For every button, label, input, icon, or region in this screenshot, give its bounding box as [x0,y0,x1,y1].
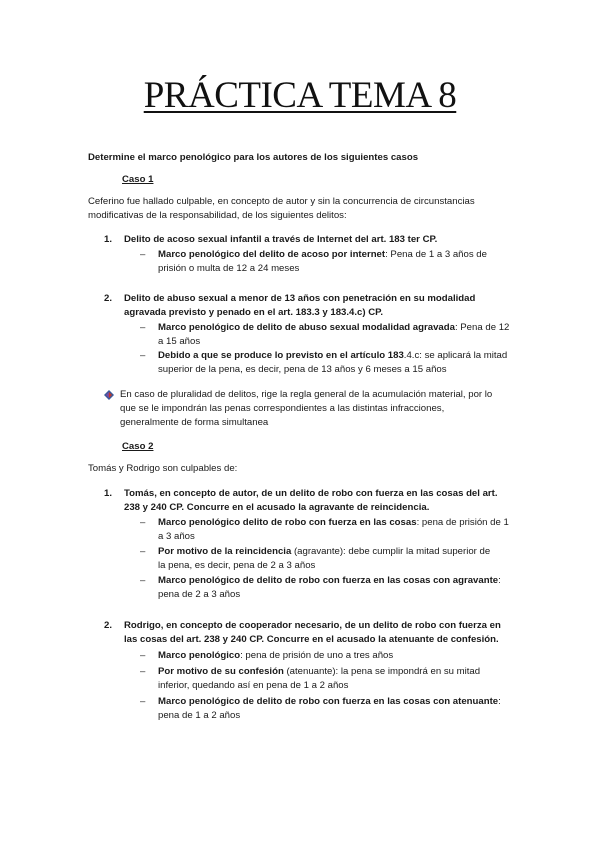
caso2-item2-sub2-line2: inferior, quedando así en pena de 1 a 2 años [158,680,349,691]
dash-marker: – [140,546,146,557]
caso1-item2-title-line1: Delito de abuso sexual a menor de 13 años con penetración en su modalidad [124,293,476,304]
caso2-item1-sub2: Por motivo de la reincidencia (agravante): debe cumplir la mitad superior de [158,546,491,557]
caso2-item1-title-line1: Tomás, en concepto de autor, de un delito de robo con fuerza en las cosas del art. [124,488,498,499]
dash-marker: – [140,696,146,707]
caso1-item2-sub2-line2: superior de la pena, es decir, pena de 13 años y 6 meses a 15 años [158,364,447,375]
dash-marker: – [140,249,146,260]
instruction: Determine el marco penológico para los autores de los siguientes casos [88,152,419,163]
caso2-intro: Tomás y Rodrigo son culpables de: [88,463,238,474]
caso1-item2-sub2: Debido a que se produce lo previsto en el artículo 183.4.c: se aplicará la mitad [158,350,508,361]
caso2-item1-number: 1. [104,488,113,499]
caso1-item2-sub1-line2: a 15 años [158,336,201,347]
caso1-note-line1: En caso de pluralidad de delitos, rige la regla general de la acumulación material, por lo [120,389,493,400]
caso1-item2-title-line2: agravada previsto y penado en el art. 183.3 y 183.4.c) CP. [124,307,383,318]
caso2-item2-sub1: Marco penológico: pena de prisión de uno a tres años [158,650,394,661]
dash-marker: – [140,517,146,528]
caso2-item2-sub2: Por motivo de su confesión (atenuante): la pena se impondrá en su mitad [158,666,481,677]
caso2-item1-title-line2: 238 y 240 CP. Concurre en el acusado la agravante de reincidencia. [124,502,430,513]
dash-marker: – [140,350,146,361]
arrow-bullet-icon [104,390,114,400]
caso1-item1-sub1-line2: prisión o multa de 12 a 24 meses [158,263,300,274]
caso1-item1-title: Delito de acoso sexual infantil a través de Internet del art. 183 ter CP. [124,234,438,245]
dash-marker: – [140,575,146,586]
dash-marker: – [140,322,146,333]
caso1-heading: Caso 1 [122,174,154,185]
caso2-item1-sub1: Marco penológico delito de robo con fuerza en las cosas: pena de prisión de 1 [158,517,509,528]
caso1-item2-sub1: Marco penológico de delito de abuso sexual modalidad agravada: Pena de 12 [158,322,510,333]
caso2-heading: Caso 2 [122,441,154,452]
caso2-item2-title-line1: Rodrigo, en concepto de cooperador necesario, de un delito de robo con fuerza en [124,620,501,631]
caso1-item2-number: 2. [104,293,113,304]
caso2-item2-number: 2. [104,620,113,631]
caso2-item1-sub3-line2: pena de 2 a 3 años [158,589,241,600]
caso1-item1-sub1: Marco penológico del delito de acoso por internet: Pena de 1 a 3 años de [158,249,487,260]
page-title: PRÁCTICA TEMA 8 [143,75,457,116]
caso2-item2-sub3-line2: pena de 1 a 2 años [158,710,241,721]
caso2-item1-sub2-line2: la pena, es decir, pena de 2 a 3 años [158,560,316,571]
dash-marker: – [140,650,146,661]
caso1-intro-line2: modificativas de la responsabilidad, de los siguientes delitos: [88,210,347,221]
caso1-item1-number: 1. [104,234,113,245]
caso2-item1-sub1-line2: a 3 años [158,531,195,542]
caso1-note-line2: que se le impondrán las penas correspondientes a las distintas infracciones, [120,403,445,414]
caso2-item2-title-line2: las cosas del art. 238 y 240 CP. Concurre en el acusado la atenuante de confesión. [124,634,499,645]
dash-marker: – [140,666,146,677]
caso1-intro-line1: Ceferino fue hallado culpable, en concepto de autor y sin la concurrencia de circunstancias [88,196,475,207]
caso1-note-line3: generalmente de forma simultanea [120,417,269,428]
caso2-item2-sub3: Marco penológico de delito de robo con fuerza en las cosas con atenuante: [158,696,501,707]
caso2-item1-sub3: Marco penológico de delito de robo con fuerza en las cosas con agravante: [158,575,501,586]
